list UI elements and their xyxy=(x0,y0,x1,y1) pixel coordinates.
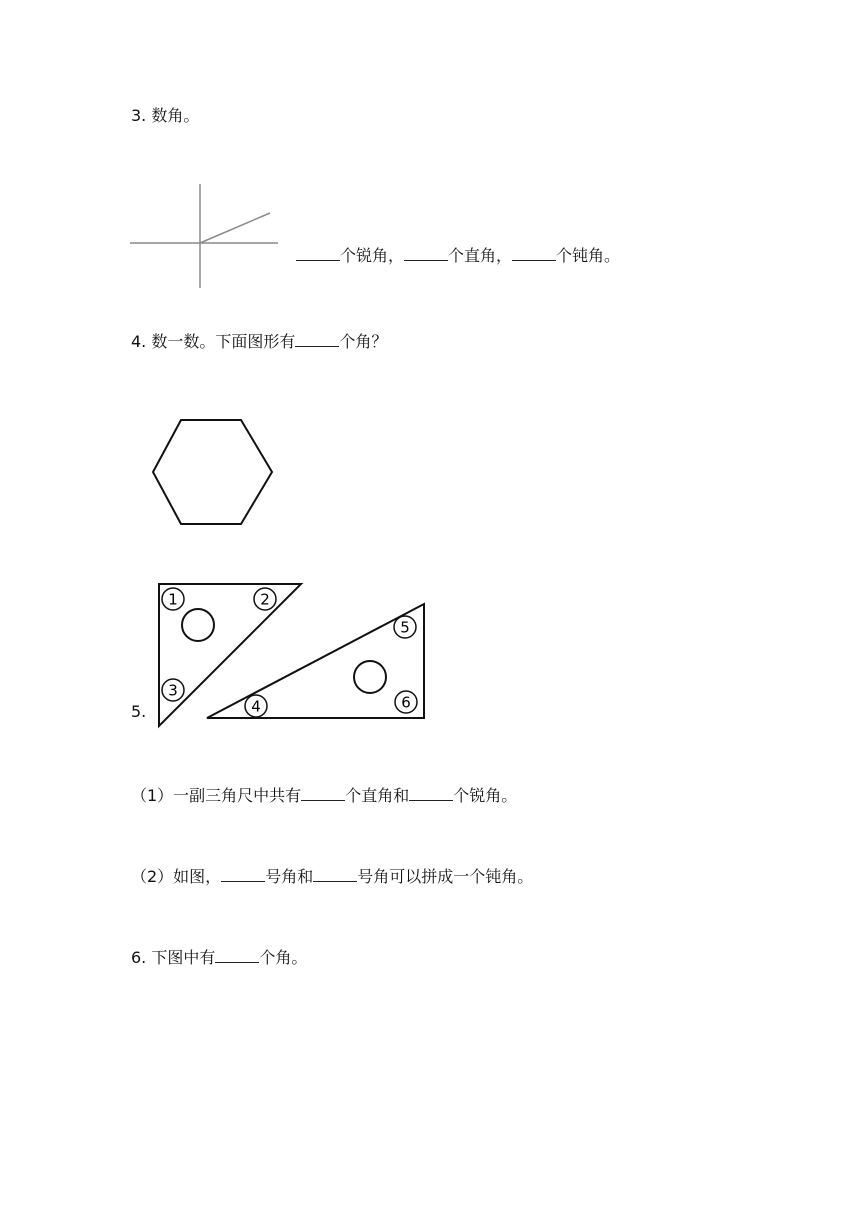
second-angle-number-blank[interactable] xyxy=(313,867,357,882)
q3-title: 3. 数角。 xyxy=(131,106,200,125)
angle-marker-3 xyxy=(162,679,184,701)
q4-line xyxy=(131,332,387,352)
q6-suffix: 个角。 xyxy=(259,948,308,967)
q5-sub2 xyxy=(131,867,533,887)
set-square-right xyxy=(207,604,424,718)
q5-number: 5. xyxy=(131,702,147,721)
angle-marker-6 xyxy=(395,691,417,713)
svg-text:3: 3 xyxy=(168,681,178,700)
q6-prefix: 6. 下图中有 xyxy=(131,948,216,967)
hexagon-figure xyxy=(150,416,280,531)
q5-sub1-mid: 个直角和 xyxy=(345,786,410,805)
triangle-rulers-figure xyxy=(155,580,445,740)
angle-marker-5 xyxy=(394,616,416,638)
angle-figure xyxy=(128,182,288,292)
q5-sub1-prefix: （1）一副三角尺中共有 xyxy=(131,786,302,805)
set-square-left-hole xyxy=(182,609,214,641)
right-angle-total-blank[interactable] xyxy=(301,786,345,801)
angle-marker-1 xyxy=(162,588,184,610)
q5-sub1-suffix: 个锐角。 xyxy=(453,786,518,805)
set-square-right-hole xyxy=(354,661,386,693)
q4-suffix: 个角？ xyxy=(339,332,388,351)
acute-count-blank[interactable] xyxy=(296,246,340,261)
obtuse-label: 个钝角。 xyxy=(556,246,621,265)
right-count-blank[interactable] xyxy=(404,246,448,261)
acute-angle-total-blank[interactable] xyxy=(409,786,453,801)
angle-marker-2 xyxy=(254,588,276,610)
q6-line xyxy=(131,948,307,968)
q3-answer-line xyxy=(296,246,620,266)
svg-text:5: 5 xyxy=(400,618,410,637)
svg-text:4: 4 xyxy=(251,697,261,716)
svg-text:1: 1 xyxy=(168,590,178,609)
q5-sub2-suffix: 号角可以拼成一个钝角。 xyxy=(357,867,534,886)
acute-label: 个锐角， xyxy=(340,246,405,265)
q5-sub1 xyxy=(131,786,517,806)
q5-sub2-mid: 号角和 xyxy=(265,867,314,886)
q4-blank[interactable] xyxy=(295,332,339,347)
angle-marker-4 xyxy=(245,695,267,717)
first-angle-number-blank[interactable] xyxy=(221,867,265,882)
right-label: 个直角， xyxy=(448,246,513,265)
svg-text:2: 2 xyxy=(260,590,270,609)
svg-text:6: 6 xyxy=(401,693,411,712)
q5-sub2-prefix: （2）如图， xyxy=(131,867,222,886)
obtuse-count-blank[interactable] xyxy=(512,246,556,261)
q4-prefix: 4. 数一数。下面图形有 xyxy=(131,332,296,351)
q6-blank[interactable] xyxy=(215,948,259,963)
